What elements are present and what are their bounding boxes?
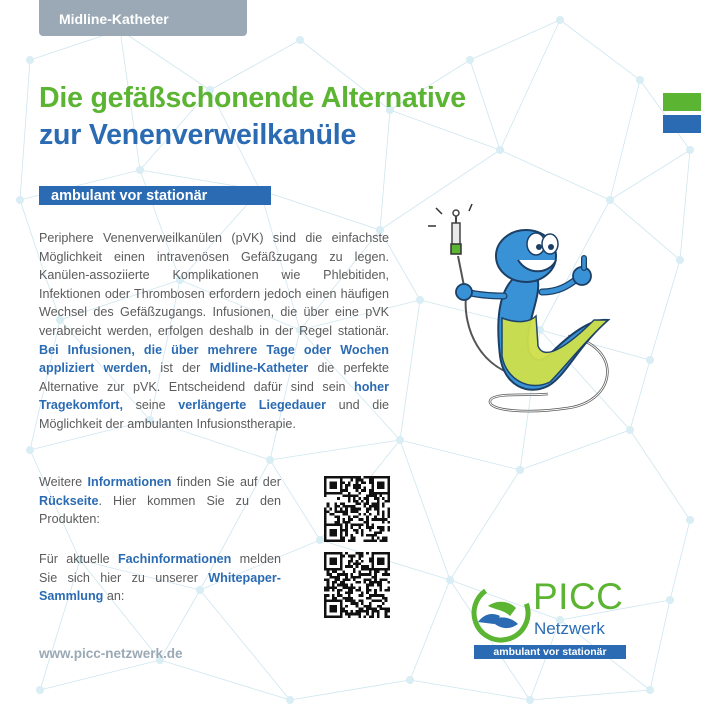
network-node	[26, 56, 34, 64]
network-line	[400, 300, 420, 440]
network-node	[666, 596, 674, 604]
highlight-midline: Midline-Katheter	[209, 361, 309, 376]
network-line	[500, 150, 610, 200]
info-whitepaper-text: Für aktuelle Fachinformationen melden Sie sich hier zu unserer Whitepaper-Sammlung an:	[39, 552, 281, 604]
network-line	[520, 430, 630, 470]
network-node	[296, 36, 304, 44]
network-node	[16, 196, 24, 204]
network-line	[200, 590, 290, 700]
network-node	[316, 536, 324, 544]
page-title-line2: zur Venenverweilkanüle	[39, 119, 357, 151]
network-node	[26, 446, 34, 454]
logo-tagline: ambulant vor stationär	[474, 645, 626, 659]
highlight-infusions: Bei Infusionen, die über mehrere Tage oder Wochen appliziert werden,	[39, 342, 389, 376]
network-node	[636, 76, 644, 84]
intro-paragraph: Periphere Venenverweilkanülen (pVK) sind die einfachste Möglichkeit einen intravenösen Gefäßzugang zu legen. Kanülen-assoziierte Komplikationen wie Phlebitiden, Infektionen oder Thrombosen erfordern jedoch einen häufigen Wechsel des Gefäßzugangs. Infusionen, die über eine pVK verabreicht werden, erfolgen deshalb in der Regel stationär. Bei Infusionen, die über mehrere Tage oder Wochen appliziert werden, ist der Midline-Katheter die perfekte Alternative zur pVK. Entscheidend dafür sind sein hoher Tragekomfort, seine verlängerte Liegedauer und die Möglichkeit der ambulanten Infusionstherapie.	[39, 231, 390, 431]
subtitle-badge: ambulant vor stationär	[39, 186, 271, 205]
network-node	[446, 576, 454, 584]
network-line	[160, 660, 290, 700]
network-node	[646, 686, 654, 694]
network-line	[290, 680, 410, 700]
network-line	[680, 150, 690, 260]
network-line	[400, 440, 450, 580]
network-node	[406, 676, 414, 684]
network-line	[40, 660, 160, 690]
network-line	[670, 520, 690, 600]
network-line	[470, 20, 560, 60]
network-line	[380, 110, 390, 230]
network-node	[686, 146, 694, 154]
network-node	[686, 516, 694, 524]
network-line	[410, 580, 450, 680]
network-node	[526, 696, 534, 704]
network-line	[560, 20, 640, 80]
network-node	[396, 436, 404, 444]
network-line	[610, 80, 640, 200]
network-node	[676, 256, 684, 264]
network-node	[466, 56, 474, 64]
info-products-text: Weitere Informationen finden Sie auf der Rückseite. Hier kommen Sie zu den Produkten:	[39, 475, 281, 527]
network-node	[516, 466, 524, 474]
network-line	[120, 30, 210, 90]
network-line	[530, 690, 650, 700]
website-url[interactable]: www.picc-netzwerk.de	[39, 646, 183, 661]
network-node	[496, 146, 504, 154]
network-line	[260, 190, 380, 230]
network-line	[20, 60, 30, 200]
qr-code-products[interactable]	[324, 476, 390, 542]
accent-bar-blue	[663, 115, 701, 133]
network-node	[36, 686, 44, 694]
network-line	[470, 60, 500, 150]
network-line	[390, 110, 500, 150]
network-node	[646, 356, 654, 364]
network-line	[270, 440, 400, 460]
mascot-illustration	[418, 196, 618, 436]
network-node	[286, 696, 294, 704]
network-node	[626, 426, 634, 434]
network-line	[450, 470, 520, 580]
logo-text-picc: PICC	[533, 576, 624, 617]
qr-code-whitepaper[interactable]	[324, 552, 390, 618]
page-title-line1: Die gefäßschonende Alternative	[39, 82, 466, 114]
category-tab: Midline-Katheter	[39, 0, 247, 36]
network-line	[610, 150, 690, 200]
network-line	[400, 440, 520, 470]
network-line	[630, 430, 690, 520]
picc-logo-icon	[470, 582, 532, 644]
network-node	[136, 166, 144, 174]
network-line	[610, 200, 680, 260]
network-line	[650, 260, 680, 360]
network-node	[266, 456, 274, 464]
network-node	[556, 16, 564, 24]
network-line	[650, 600, 670, 690]
highlight-duration: verlängerte Liegedauer	[178, 398, 326, 413]
network-line	[630, 360, 650, 430]
network-line	[410, 680, 530, 700]
accent-bar-green	[663, 93, 701, 111]
network-line	[500, 20, 560, 150]
logo-text-netzwerk: Netzwerk	[534, 619, 605, 638]
highlight-comfort: hoher Tragekomfort,	[39, 379, 389, 413]
